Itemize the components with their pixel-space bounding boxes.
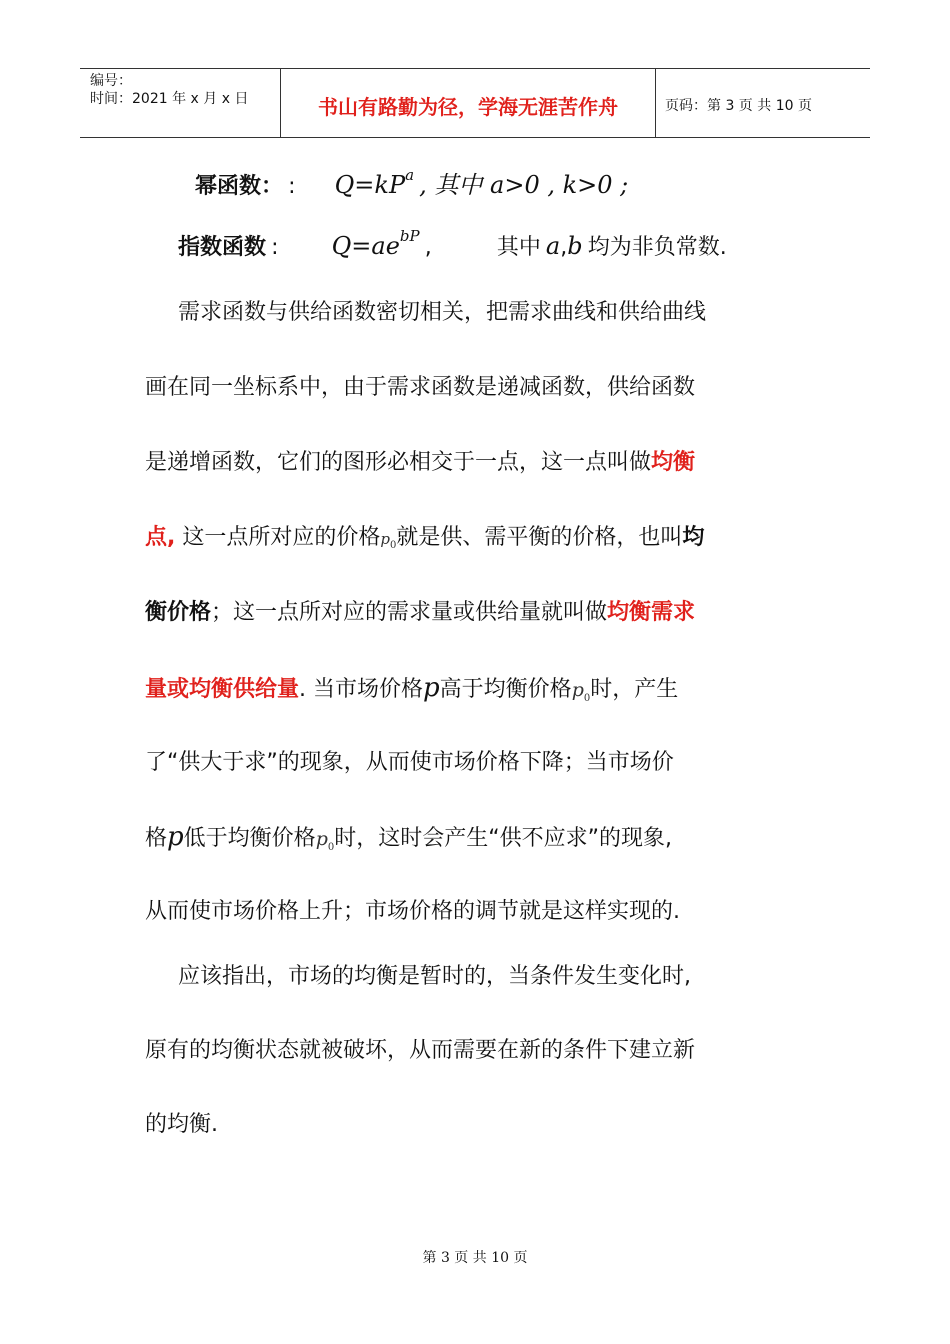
- para1-line4-text2: 就是供、需平衡的价格，也叫: [396, 525, 683, 550]
- para1-line6-text3: 时，产生: [590, 677, 679, 702]
- exponential-function-label: 指数函数: [178, 235, 267, 260]
- para1-line8-text3: 时，这时会产生“供不应求”的现象,: [334, 826, 673, 851]
- term-equilibrium-price-a: 均: [682, 525, 705, 550]
- page-footer: 第 3 页 共 10 页: [422, 1250, 528, 1266]
- symbol-p0-base: p: [571, 679, 584, 701]
- exp-b: b: [567, 232, 583, 260]
- symbol-p0-base: p: [380, 530, 390, 548]
- para1-line2: 画在同一坐标系中，由于需求函数是递减函数，供给函数: [145, 375, 696, 400]
- exp-comma: ,: [424, 235, 432, 260]
- exp-a: a: [545, 232, 561, 260]
- power-formula: [334, 166, 415, 199]
- para1-line5: [145, 593, 695, 633]
- term-equilibrium-price-b: 衡价格: [145, 600, 212, 625]
- para1-line4-text1: 这一点所对应的价格: [175, 525, 381, 550]
- exponential-colon: :: [271, 235, 279, 260]
- power-function-line: [195, 165, 628, 200]
- symbol-p0-sub: 0: [389, 540, 397, 551]
- symbol-p0: [571, 679, 591, 704]
- symbol-p: p: [423, 673, 440, 703]
- symbol-p0-base: p: [315, 828, 328, 850]
- term-equilibrium-demand-b: 量或均衡供给量: [145, 677, 300, 702]
- exp-expr: Q=ae: [331, 232, 400, 260]
- exp-exponent: bP: [399, 227, 420, 245]
- para2-line1: 应该指出，市场的均衡是暂时的，当条件发生变化时,: [178, 964, 691, 989]
- page-info: 页码：第 3 页 共 10 页: [665, 98, 812, 114]
- exponential-formula: [331, 227, 420, 260]
- power-exponent: a: [405, 166, 415, 184]
- para1-line4: [145, 518, 704, 558]
- para1-line1: 需求函数与供给函数密切相关，把需求曲线和供给曲线: [178, 300, 707, 325]
- para1-line5-text: ；这一点所对应的需求量或供给量就叫做: [211, 600, 608, 625]
- header-motto-cell: [280, 69, 656, 137]
- page-header: [80, 68, 870, 138]
- power-expr: Q=kP: [334, 171, 406, 199]
- power-condition: , 其中 a>0 , k>0 ;: [419, 171, 629, 199]
- para1-line8: [145, 817, 672, 857]
- para1-line3: [145, 443, 695, 483]
- para2-line3: 的均衡.: [145, 1112, 218, 1137]
- para1-line3-text: 是递增函数，它们的图形必相交于一点，这一点叫做: [145, 450, 652, 475]
- para1-line8-text1: 格: [145, 826, 168, 851]
- exp-cond-post: 均为非负常数.: [587, 235, 727, 260]
- power-colon: :: [288, 174, 296, 199]
- symbol-p: p: [167, 822, 184, 852]
- symbol-p0: [315, 828, 335, 853]
- para2-line2: 原有的均衡状态就被破坏，从而需要在新的条件下建立新: [145, 1038, 696, 1063]
- header-meta-cell: [80, 69, 280, 137]
- para1-line6-text2: 高于均衡价格: [439, 677, 572, 702]
- motto: 书山有路勤为径，学海无涯苦作舟: [318, 95, 618, 119]
- symbol-p0-sub: 0: [327, 841, 335, 853]
- para1-line7: 了“供大于求”的现象，从而使市场价格下降；当市场价: [145, 750, 674, 775]
- para1-line9: 从而使市场价格上升；市场价格的调节就是这样实现的.: [145, 899, 680, 924]
- exp-sep: ,: [560, 235, 568, 260]
- date-label: 时间：2021 年 x 月 x 日: [90, 91, 249, 107]
- exponential-function-line: [178, 227, 727, 261]
- exp-cond-pre: 其中: [496, 235, 541, 260]
- power-function-label: 幂函数：: [195, 174, 284, 199]
- serial-label: 编号：: [90, 73, 132, 89]
- term-equilibrium-point-a: 均衡: [651, 450, 696, 475]
- term-equilibrium-demand-a: 均衡需求: [607, 600, 696, 625]
- term-equilibrium-point-b: 点,: [145, 525, 176, 550]
- symbol-p0: [380, 530, 397, 551]
- para1-line8-text2: 低于均衡价格: [183, 826, 316, 851]
- header-page-cell: [655, 69, 870, 137]
- symbol-p0-sub: 0: [583, 692, 591, 704]
- para1-line6-text1: . 当市场价格: [299, 677, 424, 702]
- para1-line6: [145, 668, 678, 708]
